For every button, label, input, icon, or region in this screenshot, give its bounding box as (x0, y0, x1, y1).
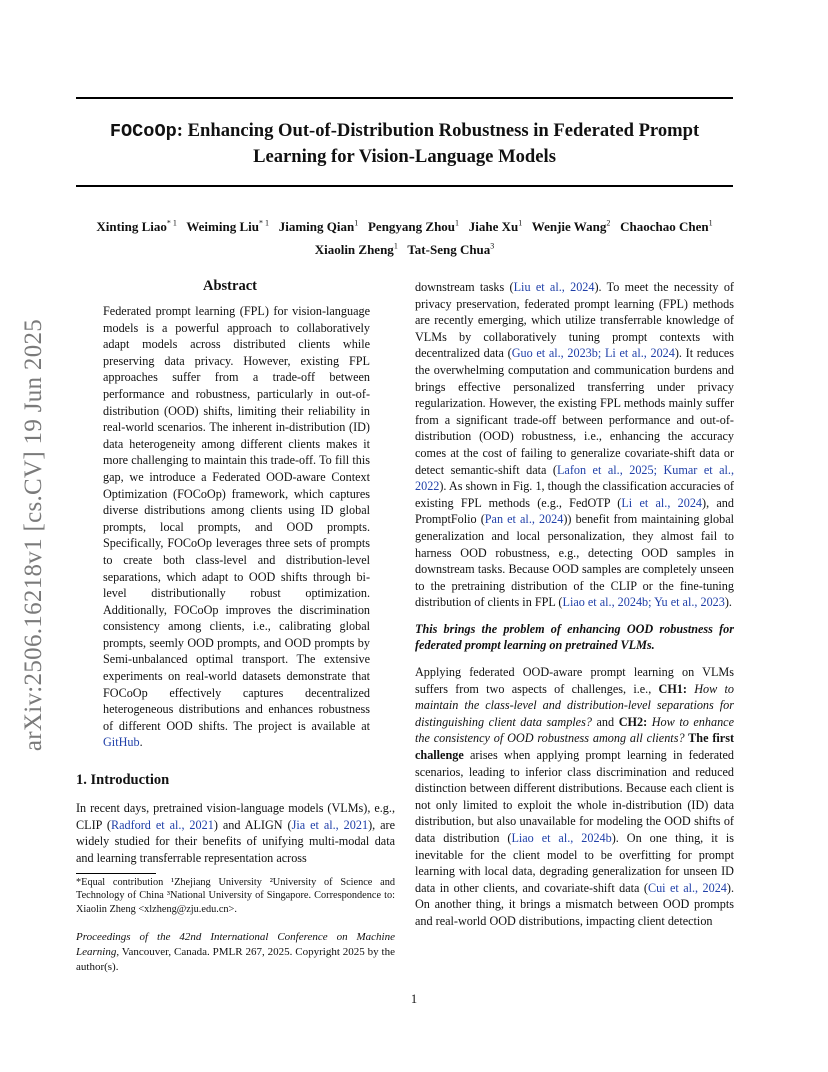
right-column-body (415, 279, 734, 930)
author: Wenjie Wang$^2$ (531, 219, 611, 235)
author-line-2 (76, 236, 733, 258)
paper-title (76, 118, 733, 169)
abstract-body: Federated prompt learning (FPL) for vision-language models is a powerful approach to collaboratively adapt models across distributed clients while preserving data privacy. However, existing FPL approaches suffer from a trade-off between performance and robustness, particularly in out-of-distribution (OOD) shifts, limiting their reliability in real-world scenarios. The inherent in-distribution (ID) data heterogeneity among different clients makes it more challenging to maintain this trade-off. To fill this gap, we introduce a Federated OOD-aware Context Optimization (FOCoOp) framework, which captures diverse distributions among clients using ID global prompts, local prompts, and OOD prompts. Specifically, FOCoOp leverages three sets of prompts to create both class-level and distribution-level separations, which adapt to OOD shifts through bi-level distributionally robust optimization. Additionally, FOCoOp improves the discrimination consistency among clients, i.e., calibrating global prompts, seemly OOD prompts, and OOD prompts by Semi-unbalanced optimal transport. The extensive experiments on real-world datasets demonstrate that FOCoOp effectively captures decentralized heterogeneous distributions and enhances robustness of different OOD shifts. The project is available at GitHub. (103, 304, 371, 750)
author-line-1 (76, 214, 733, 236)
title-text: : Enhancing Out-of-Distribution Robustness in Federated Prompt Learning for Vision-Language Models (176, 120, 700, 167)
citation-link[interactable]: Cui et al., 2024 (647, 880, 727, 895)
citation-link[interactable]: Lafon et al., 2025; Kumar et al., 2022 (415, 462, 734, 494)
introduction-heading: 1. Introduction (76, 772, 170, 788)
author: Jiaming Qian$^1$ (278, 219, 359, 235)
top-rule (76, 97, 733, 99)
footnote-rule (76, 873, 156, 874)
author: Chaochao Chen$^1$ (620, 219, 713, 235)
citation-link[interactable]: Liu et al., 2024 (513, 280, 595, 294)
title-method-name: FOCoOp (109, 121, 177, 142)
citation-link[interactable]: Jia et al., 2021 (291, 817, 369, 832)
github-link[interactable]: GitHub (103, 735, 140, 750)
proceedings-notice: Proceedings of the 42nd International Conference on Machine Learning, Vancouver, Canada. PMLR 267, 2025. Copyright 2025 by the author(s). (76, 931, 395, 973)
title-bottom-rule (76, 185, 733, 187)
citation-link[interactable]: Radford et al., 2021 (110, 817, 214, 832)
citation-link[interactable]: Li et al., 2024 (621, 495, 703, 510)
citation-link[interactable]: Pan et al., 2024 (484, 512, 564, 527)
page-number: 1 (410, 992, 418, 1006)
author: Pengyang Zhou$^1$ (367, 219, 460, 235)
author: Jiahe Xu$^1$ (468, 219, 523, 235)
arxiv-identifier: arXiv:2506.16218v1 [cs.CV] 19 Jun 2025 (20, 318, 47, 752)
author: Xinting Liao$^{* 1}$ (96, 219, 177, 235)
paragraph: downstream tasks (Liu et al., 2024). To meet the necessity of privacy preservation, federated prompt learning (FPL) methods are recently emerging, which utilize transferrable knowledge of VLMs by collaboratively tuning prompt contexts with decentralized data (Guo et al., 2023b; Li et al., 2024). It reduces the overwhelming computation and communication burdens and brings effective personalized transferring under privacy regularization. However, the existing FPL methods mainly suffer from a significant trade-off between performance and out-of-distribution (OOD) robustness, i.e., enhancing the accuracy comes at the cost of failing to generalize covariate-shift data or detect semantic-shift data (Lafon et al., 2025; Kumar et al., 2022). As shown in Fig. 1, though the classification accuracies of existing FPL methods (e.g., FedOTP (Li et al., 2024), and PromptFolio (Pan et al., 2024)) benefit from maintaining global generalization and local personalization, they almost fail to harness OOD robustness, e.g., detecting OOD samples in downstream tasks. Because OOD samples are completely unseen to the pretraining distribution of the CLIP or the fine-tuning distribution of clients in FPL (Liao et al., 2024b; Yu et al., 2023). (415, 280, 735, 610)
abstract-heading: Abstract (203, 278, 257, 294)
author-list (76, 214, 733, 259)
citation-link[interactable]: Liao et al., 2024b (511, 831, 612, 845)
citation-link[interactable]: Liao et al., 2024b; Yu et al., 2023 (562, 595, 725, 610)
paragraph: Applying federated OOD-aware prompt learning on VLMs suffers from two aspects of challenges, i.e., CH1: How to maintain the class-level and distribution-level separations for distinguishing client data samples? and CH2: How to enhance the consistency of OOD robustness among all clients? The first challenge arises when applying prompt learning in federated scenarios, leading to inferior class discrimination and reduced distinction between different distributions. Because each client is not only limited to exploit the whole in-distribution (ID) data distribution, but also unavailable for modeling the OOD shifts of data distribution (Liao et al., 2024b). On one thing, it is inevitable for the client model to be overfitting for prompt learning with local data, degrading generalization for unseen ID data in other clients, and covariate-shift data (Cui et al., 2024). On another thing, it brings a mismatch between OOD prompts and real-world OOD distributions, impacting client detection (415, 665, 734, 928)
author: Xiaolin Zheng$^1$ (314, 241, 398, 257)
footnote: *Equal contribution ¹Zhejiang University ²University of Science and Technology of China ³National University of Singapore. Correspondence to: Xiaolin Zheng <xlzheng@zju.edu.cn>. (76, 877, 395, 915)
highlight-statement: This brings the problem of enhancing OOD robustness for federated prompt learning on pretrained VLMs. (415, 621, 734, 653)
author: Tat-Seng Chua$^3$ (407, 241, 495, 257)
author: Weiming Liu$^{* 1}$ (186, 219, 269, 235)
introduction-body: In recent days, pretrained vision-language models (VLMs), e.g., CLIP (Radford et al., 2021) and ALIGN (Jia et al., 2021), are widely studied for their benefits of unifying multi-modal data and learning transferrable representation across (76, 801, 395, 865)
citation-link[interactable]: Guo et al., 2023b; Li et al., 2024 (511, 346, 675, 361)
